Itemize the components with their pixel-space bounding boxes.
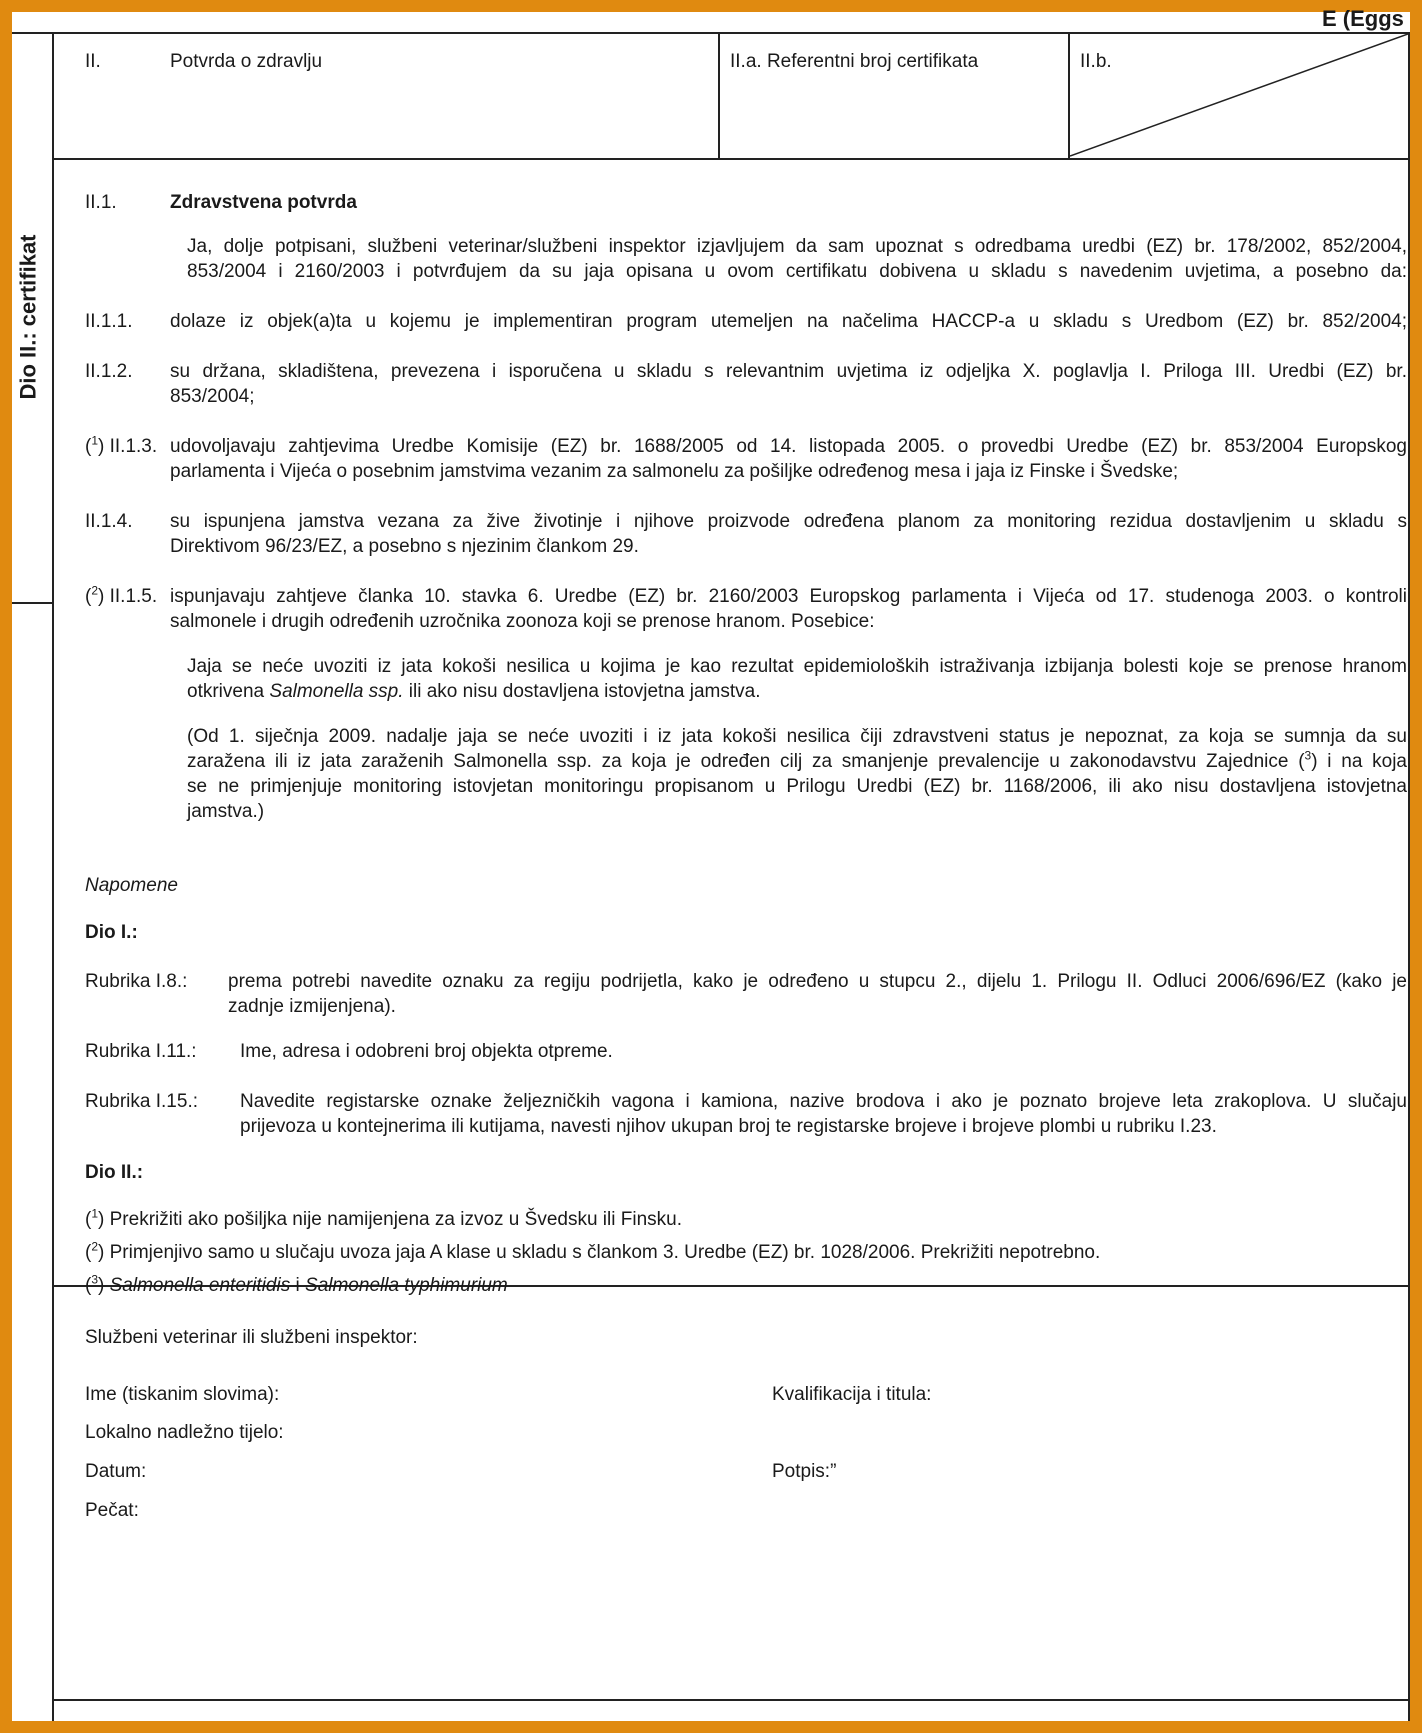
corner-label: E (Eggs bbox=[1322, 6, 1404, 31]
authority-field-label: Lokalno nadležno tijelo: bbox=[85, 1422, 284, 1443]
frame-bottom-line bbox=[52, 1699, 1410, 1701]
rubric-text: Ime, adresa i odobreni broj objekta otpreme. bbox=[240, 1041, 613, 1062]
item-text: su držana, skladištena, prevezena i isporučena u skladu s relevantnim uvjetima iz odjeljka X. poglavlja I. Priloga III. Uredbi (EZ) br. bbox=[170, 361, 1407, 382]
notes-heading: Napomene bbox=[85, 875, 178, 896]
footnote-ref: 1 bbox=[91, 433, 99, 448]
signature-heading: Službeni veterinar ili službeni inspektor: bbox=[85, 1327, 418, 1348]
notes-part-2: Dio II.: bbox=[85, 1162, 144, 1183]
rubric-text: zadnje izmijenjena). bbox=[228, 996, 396, 1017]
signature-field-label: Potpis:” bbox=[772, 1461, 837, 1482]
date-field-label: Datum: bbox=[85, 1461, 147, 1482]
item-num: II.1.1. bbox=[85, 311, 133, 332]
item-num: II.1.2. bbox=[85, 361, 133, 382]
top-table-bottom-line bbox=[52, 158, 1410, 160]
gutter-divider bbox=[12, 602, 54, 604]
notes-part-1: Dio I.: bbox=[85, 922, 138, 943]
name-field-label: Ime (tiskanim slovima): bbox=[85, 1384, 280, 1405]
rubric-text: prema potrebi navedite oznaku za regiju podrijetla, kako je određeno u stupcu 2., dijelu 1. Prilogu II. Odluci 2006/696/EZ (kako je bbox=[228, 971, 1407, 992]
footnote-1: ($^1$) Prekrižiti ako pošiljka nije namijenjena za izvoz u Švedsku ili Finsku. bbox=[85, 1206, 682, 1230]
intro-line-2: 853/2004 i 2160/2003 i potvrđujem da su jaja opisana u ovom certifikatu dobivena u skladu s navedenim uvjetima, a posebno da: bbox=[187, 261, 1407, 282]
rubric-label: Rubrika I.8.: bbox=[85, 971, 188, 992]
rubric-text: prijevoza u kontejnerima ili kutijama, navesti njihov ukupan broj te registarske brojeve i brojeve plombi u rubriku I.23. bbox=[240, 1116, 1217, 1137]
item-text: parlamenta i Vijeća o posebnim jamstvima vezanim za salmonelu za pošiljke određenog mesa i jaja iz Finske i Švedske; bbox=[170, 461, 1179, 482]
paragraph-2-line-2: zaražena ili iz jata zaraženih Salmonella ssp. za koja je određen cilj za smanjenje prevalencije u zakonodavstvu Zajednice ($^3$) i na koja bbox=[187, 748, 1407, 772]
item-text: udovoljavaju zahtjevima Uredbe Komisije (EZ) br. 1688/2005 od 14. listopada 2005. o provedbi Uredbe (EZ) br. 853/2004 Europskog bbox=[170, 436, 1407, 457]
intro-line-1: Ja, dolje potpisani, službeni veterinar/službeni inspektor izjavljujem da sam upoznat s odredbama uredbi (EZ) br. 178/2002, 852/2004, bbox=[187, 236, 1407, 257]
footnote-ref: 2 bbox=[91, 583, 99, 598]
iib-label: II.b. bbox=[1080, 51, 1112, 72]
top-table-divider-1 bbox=[718, 32, 720, 160]
item-num: ($^2$) II.1.5. bbox=[85, 583, 158, 607]
footnote-2: ($^2$) Primjenjivo samo u slučaju uvoza jaja A klase u skladu s člankom 3. Uredbe (EZ) br. 1028/2006. Prekrižiti nepotrebno. bbox=[85, 1239, 1101, 1263]
top-table-num: II. bbox=[85, 51, 101, 72]
item-num: II.1.4. bbox=[85, 511, 133, 532]
paragraph-1-line-2: otkrivena Salmonella ssp. ili ako nisu dostavljena istovjetna jamstva. bbox=[187, 681, 761, 702]
side-label: Dio II.: certifikat bbox=[16, 234, 42, 400]
rubric-label: Rubrika I.15.: bbox=[85, 1091, 198, 1112]
paragraph-1-line-1: Jaja se neće uvoziti iz jata kokoši nesilica u kojima je kao rezultat epidemioloških istraživanja izbijanja bolesti koje se prenose hranom bbox=[187, 656, 1407, 677]
section-title: Zdravstvena potvrda bbox=[170, 192, 357, 213]
frame-right-line bbox=[1408, 32, 1410, 1721]
certificate-page bbox=[12, 6, 1410, 1721]
item-text: Direktivom 96/23/EZ, a posebno s njezinim člankom 29. bbox=[170, 536, 639, 557]
left-gutter-line bbox=[52, 32, 54, 1721]
item-num: ($^1$) II.1.3. bbox=[85, 433, 158, 457]
item-text: ispunjavaju zahtjeve članka 10. stavka 6. Uredbe (EZ) br. 2160/2003 Europskog parlamenta i Vijeća od 17. studenoga 2003. o kontroli bbox=[170, 586, 1407, 607]
top-table-title: Potvrda o zdravlju bbox=[170, 51, 323, 72]
item-text: su ispunjena jamstva vezana za žive životinje i njihove proizvode određena planom za monitoring rezidua dostavljenim u skladu s bbox=[170, 511, 1407, 532]
rubric-text: Navedite registarske oznake željezničkih vagona i kamiona, nazive brodova i ako je poznato brojeve leta zrakoplova. U slučaju bbox=[240, 1091, 1407, 1112]
rubric-label: Rubrika I.11.: bbox=[85, 1041, 197, 1062]
paragraph-2-line-3: se ne primjenjuje monitoring istovjetan monitoringu propisanom u Prilogu Uredbi (EZ) br. 1168/2006, ili ako nisu dostavljena istovjetna bbox=[187, 776, 1407, 797]
footnote-3: ($^3$) Salmonella enteritidis i Salmonella typhimurium bbox=[85, 1272, 508, 1296]
item-text: 853/2004; bbox=[170, 386, 255, 407]
reference-number-label: II.a. Referentni broj certifikata bbox=[730, 51, 979, 72]
stamp-field-label: Pečat: bbox=[85, 1500, 139, 1521]
paragraph-2-line-4: jamstva.) bbox=[187, 801, 265, 822]
qualification-field-label: Kvalifikacija i titula: bbox=[772, 1384, 932, 1405]
item-text: dolaze iz objek(a)ta u kojemu je implementiran program utemeljen na načelima HACCP-a u skladu s Uredbom (EZ) br. 852/2004; bbox=[170, 311, 1407, 332]
strike-diagonal bbox=[1070, 34, 1408, 158]
item-text: salmonele i drugih određenih uzročnika zoonoza koji se prenose hranom. Posebice: bbox=[170, 611, 875, 632]
section-num: II.1. bbox=[85, 192, 117, 213]
paragraph-2-line-1: (Od 1. siječnja 2009. nadalje jaja se neće uvoziti i iz jata kokoši nesilica čiji zdravstveni status je nepoznat, za koja se sumnja da su bbox=[187, 726, 1407, 747]
